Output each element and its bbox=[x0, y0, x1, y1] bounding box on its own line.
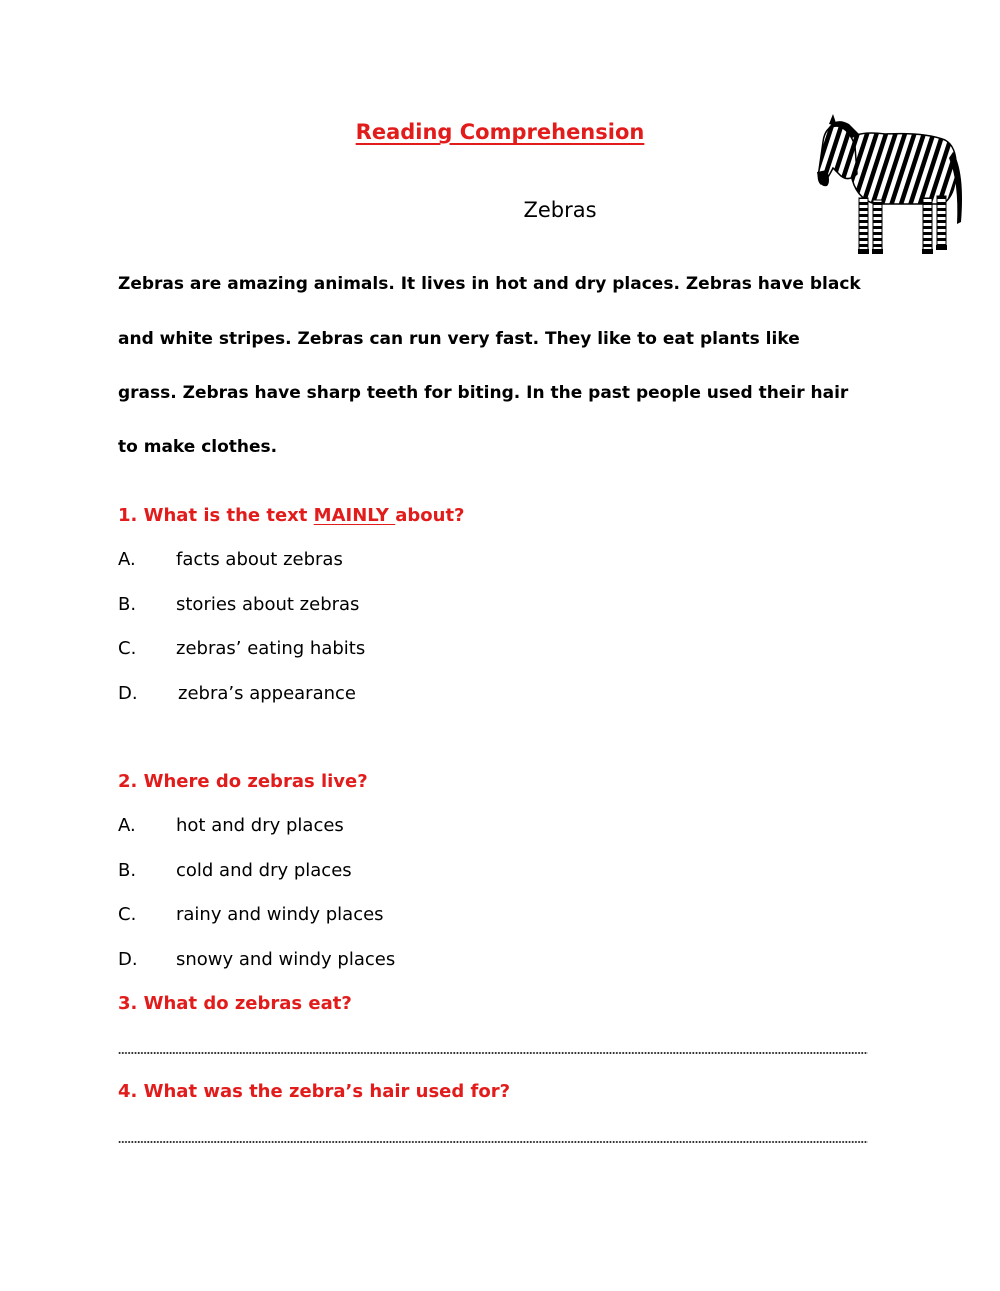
option-text: stories about zebras bbox=[176, 594, 360, 615]
option-text: zebras’ eating habits bbox=[176, 638, 366, 659]
option-text: snowy and windy places bbox=[176, 949, 396, 970]
question-2-option-d[interactable] bbox=[118, 949, 395, 970]
worksheet-title: Reading Comprehension bbox=[355, 120, 645, 144]
answer-line-4[interactable] bbox=[118, 1141, 868, 1143]
option-letter: C. bbox=[118, 638, 137, 659]
worksheet-subtitle: Zebras bbox=[523, 198, 597, 222]
answer-line-3[interactable] bbox=[118, 1052, 868, 1054]
option-letter: A. bbox=[118, 815, 136, 836]
question-1-option-c[interactable] bbox=[118, 638, 365, 659]
option-letter: B. bbox=[118, 860, 137, 881]
question-1-option-b[interactable] bbox=[118, 594, 359, 615]
question-2-option-b[interactable] bbox=[118, 860, 352, 881]
option-letter: C. bbox=[118, 904, 137, 925]
option-text: hot and dry places bbox=[176, 815, 344, 836]
question-1-option-a[interactable] bbox=[118, 549, 343, 570]
question-3: 3. What do zebras eat? bbox=[118, 993, 352, 1014]
question-2-option-a[interactable] bbox=[118, 815, 344, 836]
question-1-option-d[interactable] bbox=[118, 683, 356, 704]
question-1 bbox=[118, 505, 465, 526]
question-2-option-c[interactable] bbox=[118, 904, 384, 925]
question-1-suffix: about? bbox=[395, 505, 465, 526]
zebra-illustration-icon bbox=[815, 112, 965, 262]
question-4: 4. What was the zebra’s hair used for? bbox=[118, 1081, 511, 1102]
passage-line: to make clothes. bbox=[118, 437, 278, 457]
question-2: 2. Where do zebras live? bbox=[118, 771, 368, 792]
option-letter: D. bbox=[118, 683, 138, 704]
question-1-emphasis: MAINLY bbox=[313, 505, 396, 526]
option-text: rainy and windy places bbox=[176, 904, 384, 925]
option-letter: D. bbox=[118, 949, 138, 970]
passage-line: and white stripes. Zebras can run very fast. They like to eat plants like bbox=[118, 329, 800, 349]
option-text: cold and dry places bbox=[176, 860, 352, 881]
option-letter: B. bbox=[118, 594, 137, 615]
option-text: facts about zebras bbox=[176, 549, 343, 570]
question-1-prefix: 1. What is the text bbox=[118, 505, 314, 526]
option-letter: A. bbox=[118, 549, 136, 570]
option-text: zebra’s appearance bbox=[178, 683, 356, 704]
passage-line: grass. Zebras have sharp teeth for biting. In the past people used their hair bbox=[118, 383, 849, 403]
passage-line: Zebras are amazing animals. It lives in hot and dry places. Zebras have black bbox=[118, 274, 861, 294]
